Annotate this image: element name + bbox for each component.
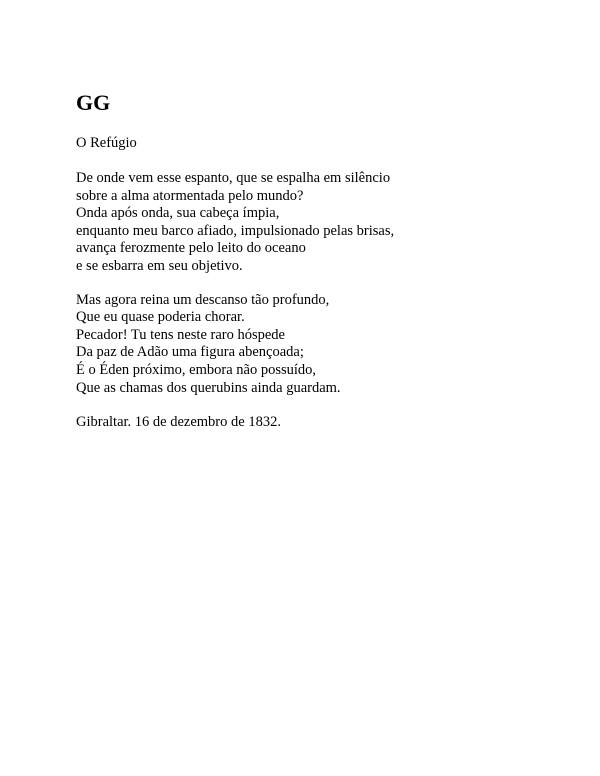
poem-line: Que as chamas dos querubins ainda guardam. — [76, 379, 341, 396]
poem-line: avança ferozmente pelo leito do oceano — [76, 240, 306, 257]
poem-title: O Refúgio — [76, 135, 137, 151]
stanza-1 — [76, 170, 556, 276]
document-page — [76, 90, 556, 431]
stanza-2 — [76, 292, 556, 398]
poem-line: Pecador! Tu tens neste raro hóspede — [76, 326, 285, 343]
poem-line: Da paz de Adão uma figura abençoada; — [76, 344, 304, 361]
poem-line: sobre a alma atormentada pelo mundo? — [76, 187, 304, 204]
poem-line: e se esbarra em seu objetivo. — [76, 257, 243, 274]
poem-line: Que eu quase poderia chorar. — [76, 309, 245, 326]
poem-line: Onda após onda, sua cabeça ímpia, — [76, 205, 280, 222]
dateline: Gibraltar. 16 de dezembro de 1832. — [76, 414, 281, 431]
poem-line: Mas agora reina um descanso tão profundo, — [76, 291, 330, 308]
poem-line: De onde vem esse espanto, que se espalha em silêncio — [76, 170, 391, 186]
document-title: GG — [76, 90, 111, 115]
poem-line: É o Éden próximo, embora não possuído, — [76, 361, 317, 378]
poem-line: enquanto meu barco afiado, impulsionado pelas brisas, — [76, 222, 395, 239]
